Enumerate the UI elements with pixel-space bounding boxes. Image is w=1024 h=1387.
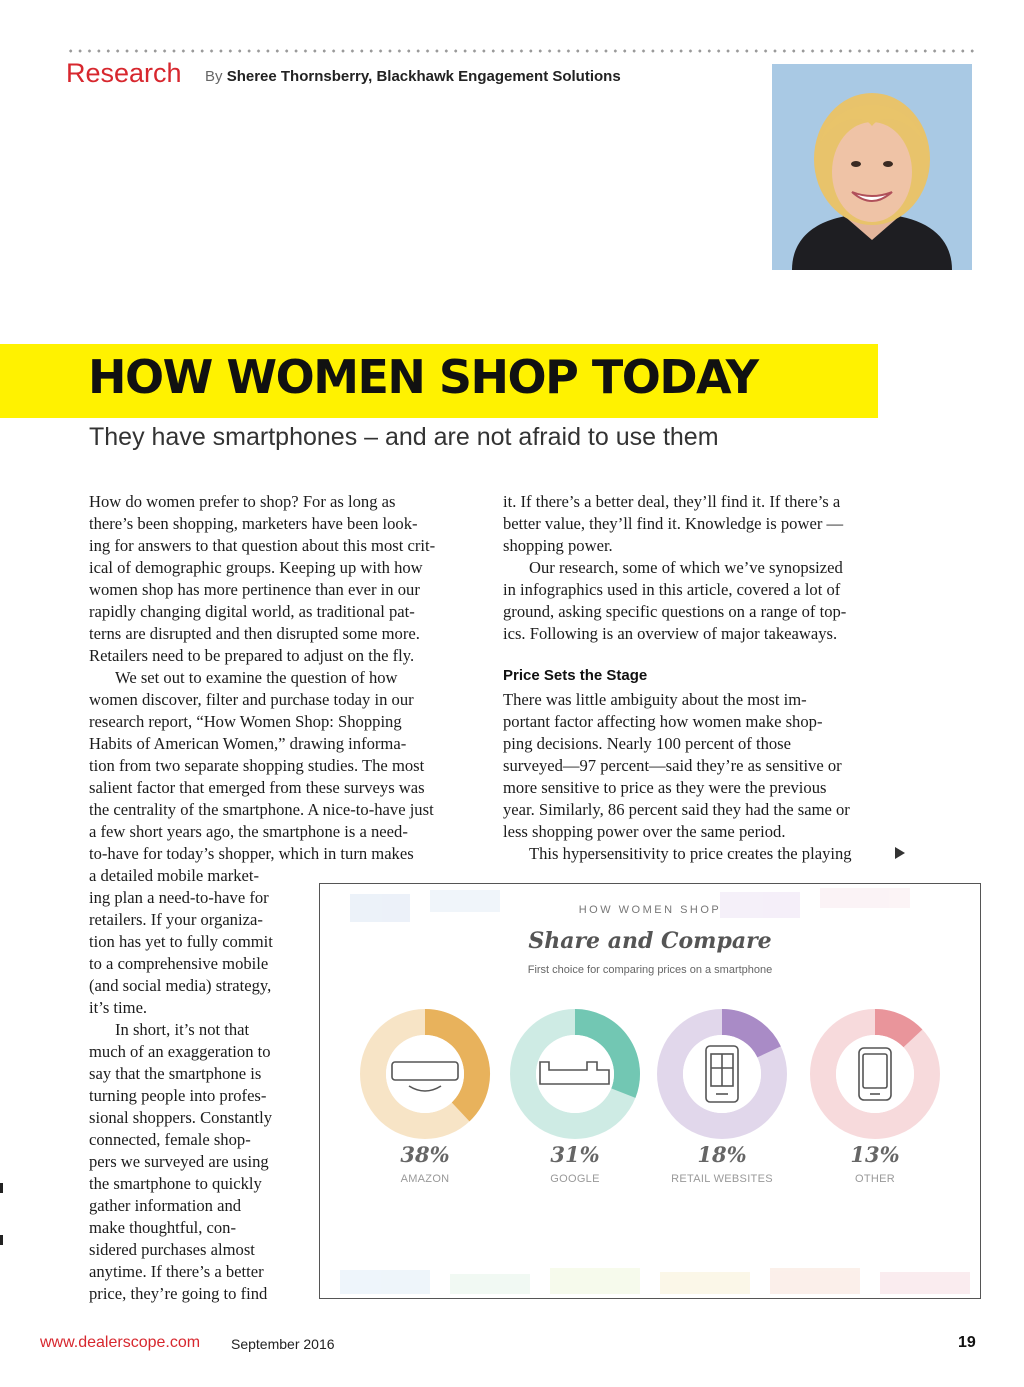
footer-date: September 2016	[231, 1336, 335, 1352]
body-text-line: make thoughtful, con-	[89, 1218, 237, 1237]
percent-label: 38%	[400, 1142, 450, 1167]
author-photo	[772, 64, 972, 270]
body-text-line: to a comprehensive mobile	[89, 954, 269, 973]
body-text-line: This hypersensitivity to price creates the playing	[529, 844, 852, 863]
body-text-line: the centrality of the smartphone. A nice-to-have just	[89, 800, 434, 819]
body-text-line: tion has yet to fully commit	[89, 932, 273, 951]
body-text-line: better value, they’ll find it. Knowledge is power —	[503, 514, 844, 533]
body-text-line: portant factor affecting how women make shop-	[503, 712, 823, 731]
body-text-line: Habits of American Women,” drawing informa-	[89, 734, 407, 753]
body-text-line: shopping power.	[503, 536, 613, 555]
continue-arrow-icon	[895, 847, 905, 859]
body-text-line: salient factor that emerged from these surveys was	[89, 778, 425, 797]
donut-other	[823, 1022, 927, 1126]
infographic-kicker: HOW WOMEN SHOP	[578, 904, 722, 916]
body-text-line: anytime. If there’s a better	[89, 1262, 264, 1281]
donut-center	[386, 1035, 464, 1113]
body-text-line: sidered purchases almost	[89, 1240, 255, 1259]
body-text-line: ping decisions. Nearly 100 percent of those	[503, 734, 792, 753]
body-text-line: (and social media) strategy,	[89, 976, 272, 995]
margin-crop-mark	[0, 1235, 3, 1245]
donut-retail-websites	[670, 1022, 774, 1126]
donut-center	[536, 1035, 614, 1113]
body-text-line: sional shoppers. Constantly	[89, 1108, 272, 1127]
body-text-line: it. If there’s a better deal, they’ll find it. If there’s a	[503, 492, 841, 511]
byline	[205, 68, 621, 85]
donut-charts	[320, 884, 980, 1298]
percent-label: 13%	[850, 1142, 900, 1167]
category-label: GOOGLE	[550, 1173, 600, 1185]
body-text-line: price, they’re going to find	[89, 1284, 268, 1303]
body-text-line: ics. Following is an overview of major takeaways.	[503, 624, 838, 643]
author-photo-illustration	[772, 64, 972, 270]
body-text-line: surveyed—97 percent—said they’re as sensitive or	[503, 756, 842, 775]
body-text-line: turning people into profes-	[89, 1086, 267, 1105]
donut-google	[523, 1022, 627, 1126]
body-text-line: in infographics used in this article, covered a lot of	[503, 580, 841, 599]
body-text-line: a detailed mobile market-	[89, 866, 260, 885]
footer-url[interactable]: www.dealerscope.com	[40, 1334, 201, 1351]
body-text-line: women shop has more pertinence than ever in our	[89, 580, 420, 599]
body-text-line: In short, it’s not that	[115, 1020, 250, 1039]
body-text-line: gather information and	[89, 1196, 242, 1215]
body-text-line: year. Similarly, 86 percent said they had the same or	[503, 800, 850, 819]
body-text-line: there’s been shopping, marketers have been look-	[89, 514, 418, 533]
body-text-line: Retailers need to be prepared to adjust on the fly.	[89, 646, 415, 665]
percent-label: 18%	[697, 1142, 747, 1167]
body-text-line: research report, “How Women Shop: Shopping	[89, 712, 402, 731]
body-text-line: to-have for today’s shopper, which in turn makes	[89, 844, 414, 863]
body-text-line: pers we surveyed are using	[89, 1152, 269, 1171]
body-subhead: Price Sets the Stage	[503, 667, 648, 684]
header-dotted-rule	[66, 48, 976, 54]
body-text-line: Our research, some of which we’ve synopsized	[529, 558, 843, 577]
body-text-line: ground, asking specific questions on a range of top-	[503, 602, 847, 621]
body-text-line: connected, female shop-	[89, 1130, 251, 1149]
category-label: RETAIL WEBSITES	[671, 1173, 773, 1185]
body-text-line: How do women prefer to shop? For as long as	[89, 492, 396, 511]
body-text-line: a few short years ago, the smartphone is a need-	[89, 822, 408, 841]
body-text-line: tion from two separate shopping studies. The most	[89, 756, 425, 775]
infographic-title: Share and Compare	[528, 928, 772, 954]
body-text-line: ing plan a need-to-have for	[89, 888, 269, 907]
body-text-line: less shopping power over the same period.	[503, 822, 786, 841]
headline: HOW WOMEN SHOP TODAY	[88, 350, 758, 404]
category-label: OTHER	[855, 1173, 895, 1185]
category-label: AMAZON	[400, 1173, 450, 1185]
body-text-line: more sensitive to price as they were the previous	[503, 778, 827, 797]
byline-author: Sheree Thornsberry, Blackhawk Engagement Solutions	[226, 68, 621, 85]
donut-center	[836, 1035, 914, 1113]
section-label: Research	[66, 58, 182, 88]
margin-crop-mark	[0, 1183, 3, 1193]
infographic-share-and-compare	[319, 883, 981, 1299]
body-text-line: ing for answers to that question about this most crit-	[89, 536, 436, 555]
percent-label: 31%	[550, 1142, 600, 1167]
body-text-line: retailers. If your organiza-	[89, 910, 263, 929]
byline-by: By	[205, 68, 223, 85]
body-text-line: ical of demographic groups. Keeping up with how	[89, 558, 423, 577]
body-text-line: the smartphone to quickly	[89, 1174, 262, 1193]
donut-amazon	[373, 1022, 477, 1126]
body-text-line: rapidly changing digital world, as traditional pat-	[89, 602, 415, 621]
body-text-line: We set out to examine the question of how	[115, 668, 398, 687]
infographic-subtitle: First choice for comparing prices on a smartphone	[527, 964, 773, 976]
body-text-line: There was little ambiguity about the most im-	[503, 690, 807, 709]
page-number: 19	[958, 1334, 976, 1351]
body-text-line: women discover, filter and purchase today in our	[89, 690, 414, 709]
body-text-line: much of an exaggeration to	[89, 1042, 271, 1061]
subheadline: They have smartphones – and are not afraid to use them	[89, 423, 719, 451]
body-text-line: it’s time.	[89, 998, 148, 1017]
body-text-line: terns are disrupted and then disrupted some more.	[89, 624, 420, 643]
body-text-line: say that the smartphone is	[89, 1064, 262, 1083]
